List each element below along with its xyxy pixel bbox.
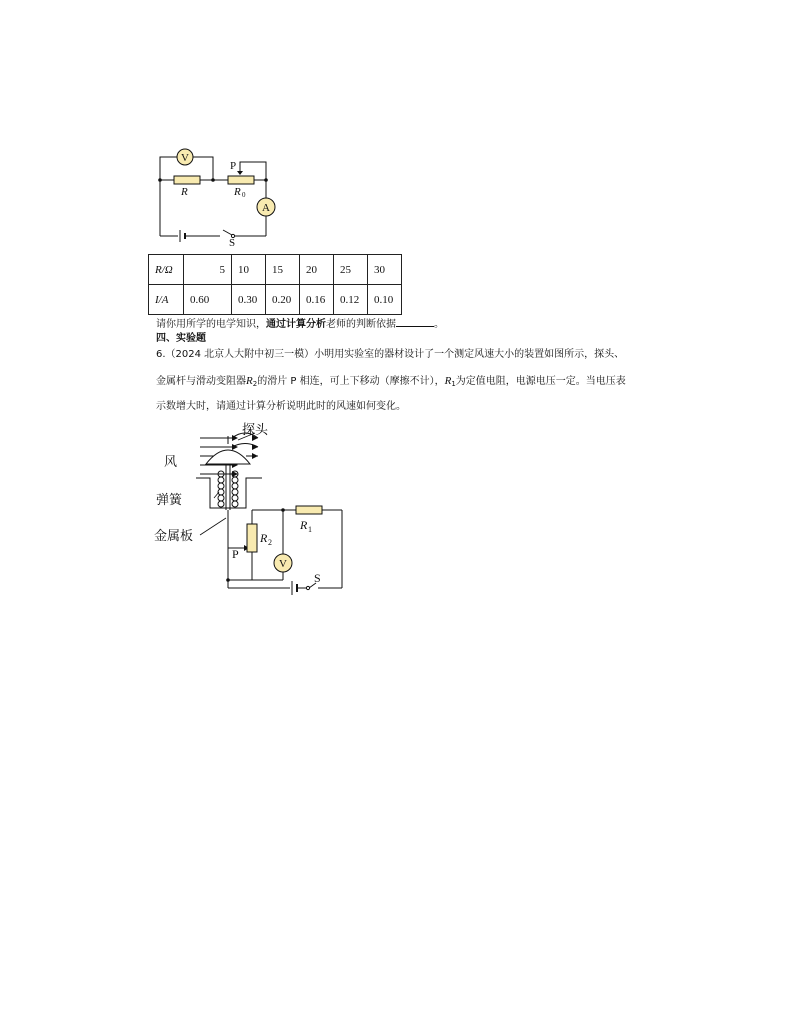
r1-subscript: 1 [451,380,456,388]
table-cell: 0.16 [300,285,334,315]
switch-label: S [314,571,321,585]
question-6-text: 金属杆与滑动变阻器 [156,376,246,387]
table-cell: 30 [368,255,402,285]
question-6-line-1: 6.（2024 北京人大附中初三一模）小明用实验室的器材设计了一个测定风速大小的装置如图所示，探头、 [156,349,625,360]
resistor-r1 [296,506,322,514]
resistor-r0 [228,176,254,184]
voltmeter-label: V [279,558,287,570]
data-table [148,254,402,315]
table-cell: 0.12 [334,285,368,315]
resistor-r0-label: R [234,186,241,198]
resistor-r2 [247,524,257,552]
r2-subscript: 2 [268,538,272,547]
r1-subscript: 1 [308,525,312,534]
answer-blank[interactable] [396,317,434,327]
table-header-current: I/A [149,285,184,315]
question-6-text: 的滑片 P 相连，可上下移动（摩擦不计）， [257,376,445,387]
circuit-diagram-2 [150,418,360,602]
table-row [149,285,402,315]
table-cell: 10 [232,255,266,285]
r2-label: R [260,531,268,545]
table-cell: 0.20 [266,285,300,315]
table-cell: 25 [334,255,368,285]
wind-label: 风 [164,455,178,470]
table-cell: 0.60 [184,285,232,315]
table-cell: 0.30 [232,285,266,315]
resistor-r [174,176,200,184]
table-cell: 0.10 [368,285,402,315]
r1-label: R [300,518,308,532]
question-6-line-3: 示数增大时，请通过计算分析说明此时的风速如何变化。 [156,401,406,412]
switch-label: S [229,237,236,248]
r2-subscript: 2 [252,380,258,388]
prompt-emphasis: 通过计算分析 [266,319,326,330]
question-6-line-2 [156,374,626,391]
probe-label: 探头 [242,423,269,438]
slider-label: P [230,160,237,172]
metal-plate-label: 金属板 [154,529,194,544]
voltmeter-label: V [181,152,189,164]
spring-icon [218,471,238,507]
resistor-r0-subscript: 0 [242,191,246,199]
circuit-diagram-1 [150,144,290,248]
ammeter-label: A [262,202,270,214]
prompt-line [156,317,444,332]
resistor-r-label: R [181,186,188,198]
r2-symbol: R [246,375,253,387]
table-header-resistance: R/Ω [149,255,184,285]
section-heading: 四、实验题 [156,333,206,344]
spring-label: 弹簧 [156,493,183,508]
slider-label: P [232,547,239,561]
table-cell: 5 [184,255,232,285]
r1-symbol: R [444,375,452,387]
prompt-text: 请你用所学的电学知识， [156,319,266,330]
question-6-text: 为定值电阻，电源电压一定。当电压表 [455,376,626,387]
table-cell: 15 [266,255,300,285]
table-cell: 20 [300,255,334,285]
prompt-end: 。 [434,319,444,330]
prompt-text-tail: 老师的判断依据 [326,319,396,330]
probe-icon [206,450,250,464]
table-row [149,255,402,285]
